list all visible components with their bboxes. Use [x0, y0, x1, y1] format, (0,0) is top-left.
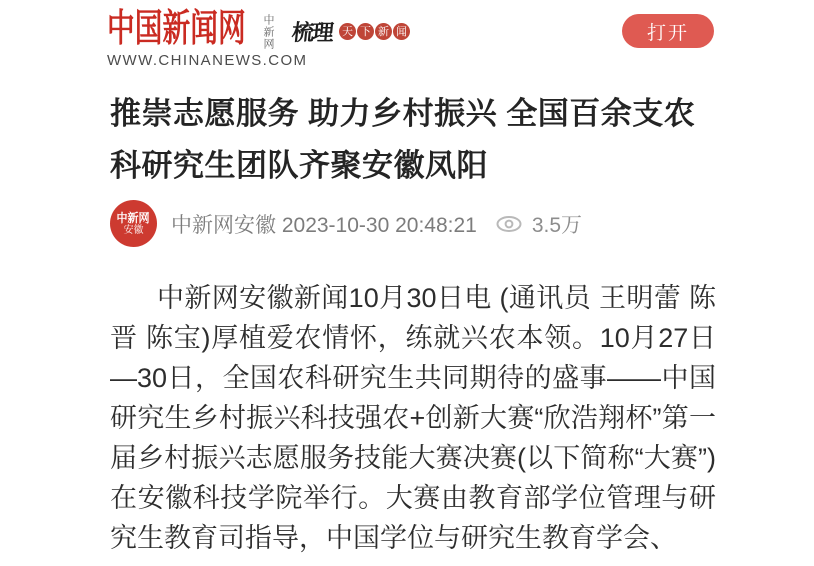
article-paragraph: 中新网安徽新闻10月30日电 (通讯员 王明蕾 陈晋 陈宝)厚植爱农情怀，练就兴农本领。10月27日—30日，全国农科研究生共同期待的盛事——中国研究生乡村振兴科技强农+创新大赛“欣浩翔杯”第一届乡村振兴志愿服务技能大赛决赛(以下简称“大赛”)在安徽科技学院举行。大赛由教育部学位管理与研究生教育司指导，中国学位与研究生教育学会、	[110, 283, 716, 553]
source-name: 中新网安徽	[171, 213, 276, 237]
logo-calligraphy-text: 中国新闻网	[107, 8, 246, 50]
views-count: 3.5万	[531, 213, 583, 237]
article-title: 推崇志愿服务 助力乡村振兴 全国百余支农科研究生团队齐聚安徽凤阳	[110, 96, 696, 183]
chinanews-logo	[107, 8, 307, 69]
slogan-circle-char: 下	[357, 23, 374, 40]
slogan-circle-char: 闻	[393, 23, 410, 40]
logo-vertical-text: 中新网	[262, 14, 275, 50]
publish-timestamp: 2023-10-30 20:48:21	[281, 213, 477, 237]
slogan-circle-char: 天	[339, 23, 356, 40]
avatar-region-text: 安徽	[123, 224, 144, 236]
slogan-prefix-text: 梳理	[290, 19, 334, 45]
site-slogan	[292, 19, 410, 43]
views-counter	[495, 209, 582, 239]
source-avatar[interactable]	[110, 200, 157, 247]
source-and-timestamp	[171, 209, 477, 239]
open-in-app-button[interactable]: 打开	[622, 14, 714, 48]
eye-icon	[495, 214, 523, 234]
site-url-text: WWW.CHINANEWS.COM	[107, 52, 308, 69]
slogan-circle-char: 新	[375, 23, 392, 40]
site-brand[interactable]	[107, 8, 307, 69]
avatar-brand-text: 中新网	[116, 210, 151, 225]
byline	[110, 200, 582, 247]
